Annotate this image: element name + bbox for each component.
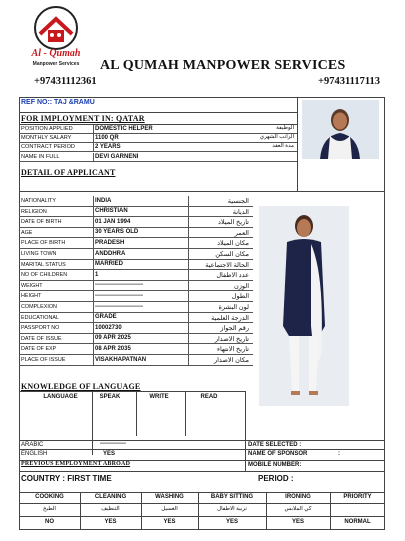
applicant-value: MARRIED [95,261,123,268]
applicant-label: LIVING TOWN [21,251,57,257]
divider [19,440,385,441]
applicant-arabic: تاريخ الميلاد [217,219,249,227]
applicant-photo-small [302,100,379,159]
divider [93,281,94,291]
lang-col-read: READ [200,394,218,400]
divider [297,97,298,191]
divider [188,228,189,238]
skill-arabic: الطبخ [43,506,56,512]
divider [198,492,199,530]
applicant-row [19,291,253,302]
skill-header: BABY SITTING [210,494,254,500]
divider [188,355,189,365]
applicant-value: INDIA [95,197,112,204]
lang-arabic-speak: ------------- [100,441,126,447]
applicant-portrait-image [302,100,379,159]
divider [93,238,94,248]
divider [330,492,331,530]
company-logo [22,4,90,74]
divider [19,191,385,192]
divider [188,281,189,291]
divider [93,249,94,259]
applicant-row [19,302,253,313]
divider [93,153,94,161]
divider [188,249,189,259]
applicant-row [19,323,253,334]
applicant-value: CHRISTIAN [95,208,128,215]
applicant-label: DATE OF ISSUE [21,335,62,342]
phone-left: +97431112361 [34,76,97,87]
divider [188,334,189,344]
lang-col-speak: SPEAK [99,394,121,400]
lang-arabic: ARABIC [21,442,44,448]
applicant-value: ------------------------ [95,292,143,299]
skill-value: YES [163,519,176,525]
applicant-label: NATIONALITY [21,198,56,204]
applicant-row [19,281,253,292]
applicant-arabic: العمر [234,229,249,237]
period-label: PERIOD : [258,474,294,483]
applicant-value: 1 [95,271,99,278]
applicant-label: RELIGION [21,208,47,215]
country-text: COUNTRY : FIRST TIME [21,474,112,483]
applicant-row [19,207,253,218]
skill-value: YES [104,519,117,525]
employment-arabic: الراتب الشهري [259,134,294,140]
applicant-row [19,270,253,281]
employment-value: DOMESTIC HELPER [95,126,153,132]
applicant-label: HEIGHT [21,293,42,300]
divider [93,355,94,365]
divider [19,471,385,472]
divider [93,217,94,227]
divider [93,260,94,270]
divider [188,313,189,323]
ref-number: REF NO:: TAJ &RAMU [21,99,95,106]
employment-label: NAME IN FULL [21,154,60,160]
skill-value: NORMAL [344,519,371,525]
divider [19,516,385,517]
employment-row [19,153,297,162]
employment-value: DEVI GARNENI [95,154,139,160]
skill-arabic: كي الملابس [284,506,312,512]
divider [93,228,94,238]
applicant-photo-full [259,206,349,406]
sponsor-colon: : [338,451,340,457]
logo-subtext: Manpower Services [32,61,80,67]
employment-arabic: مدة العقد [272,143,294,149]
applicant-label: WEIGHT [21,282,43,289]
divider [19,503,385,504]
applicant-arabic: لون البشرة [218,304,249,311]
applicant-full-image [259,206,349,406]
divider [93,323,94,333]
applicant-arabic: الطول [231,293,249,301]
applicant-label: AGE [21,229,33,236]
divider [188,196,189,206]
divider [141,492,142,530]
applicant-value: PRADESH [95,239,125,246]
divider [188,323,189,333]
applicant-arabic: الجنسية [227,198,249,205]
employment-row [19,143,297,152]
skill-header: CLEANING [94,494,127,500]
employment-arabic: الوظيفة [276,125,294,131]
skill-header: PRIORITY [343,494,372,500]
skill-value: YES [225,519,238,525]
sponsor-label: NAME OF SPONSOR [248,451,308,457]
divider [93,134,94,142]
logo-text: Al - Qumah [31,48,81,59]
employment-value: 1100 QR [95,135,119,141]
divider [93,207,94,217]
applicant-arabic: مكان السكن [215,251,249,258]
applicant-label: EDUCATIONAL [21,314,59,321]
applicant-arabic: الدرجة العلمية [211,314,249,322]
divider [93,313,94,323]
applicant-row [19,355,253,366]
employment-label: CONTRACT PERIOD [21,144,75,150]
applicant-arabic: رقم الجواز [220,325,249,333]
divider [92,391,93,455]
company-name: AL QUMAH MANPOWER SERVICES [100,58,346,73]
applicant-label: DATE OF BIRTH [21,219,62,226]
applicant-value: VISAKHAPATNAN [95,356,147,363]
divider [93,270,94,280]
employment-label: MONTHLY SALARY [21,135,72,141]
divider [80,492,81,530]
divider [188,217,189,227]
lang-english: ENGLISH [21,451,48,457]
employment-row [19,125,297,134]
applicant-row [19,249,253,260]
applicant-value: 01 JAN 1994 [95,218,131,225]
date-selected-label: DATE SELECTED : [248,442,302,448]
divider [188,344,189,354]
applicant-arabic: مكان الميلاد [217,240,249,248]
divider [188,207,189,217]
applicant-label: PLACE OF ISSUE [21,357,66,363]
applicant-row [19,217,253,228]
applicant-row [19,313,253,324]
applicant-arabic: تاريخ الاصدار [214,335,249,343]
divider [19,449,385,450]
applicant-row [19,238,253,249]
divider [188,291,189,301]
applicant-value: 30 YEARS OLD [95,229,139,236]
applicant-value: ANDDHRA [95,250,126,257]
skill-value: NO [45,519,54,525]
divider [93,125,94,133]
employment-heading: FOR IMPLOYMENT IN: QATAR [21,114,145,123]
applicant-label: DATE OF EXP [21,346,57,353]
divider [266,492,267,530]
divider [136,391,137,436]
applicant-arabic: الوزن [233,282,249,290]
applicant-value: 08 APR 2035 [95,345,131,352]
divider [188,238,189,248]
applicant-arabic: الحالة الاجتماعية [205,261,249,269]
applicant-row [19,196,253,207]
applicant-arabic: تاريخ الانتهاء [216,346,249,354]
divider [19,391,245,392]
applicant-row [19,344,253,355]
applicant-value: GRADE [95,314,117,321]
applicant-arabic: مكان الاصدار [213,357,249,364]
applicant-row [19,228,253,239]
divider [185,391,186,436]
applicant-label: PASSPORT NO [21,325,60,332]
divider [188,260,189,270]
lang-col-write: WRITE [149,394,169,400]
previous-heading: PREVIOUS EMPLOYMENT ABROAD [21,461,131,467]
divider [93,143,94,151]
divider [93,344,94,354]
divider [188,270,189,280]
applicant-arabic: الديانة [232,208,249,216]
lang-english-speak: YES [103,451,116,457]
language-heading: KNOWLEDGE OF LANGUAGE [21,382,141,391]
divider [93,196,94,206]
divider [93,291,94,301]
applicant-row [19,260,253,271]
phone-right: +97431117113 [318,76,380,87]
applicant-heading: DETAIL OF APPLICANT [21,168,116,177]
skill-header: COOKING [35,494,64,500]
divider [188,302,189,312]
applicant-label: PLACE OF BIRTH [21,240,66,247]
divider [93,334,94,344]
applicant-value: ------------------------ [95,282,143,289]
skill-header: IRONING [285,494,311,500]
applicant-arabic: عدد الاطفال [216,272,249,280]
employment-row [19,134,297,143]
employment-value: 2 YEARS [95,144,121,150]
skill-arabic: تربية الاطفال [217,506,247,512]
applicant-value: 09 APR 2025 [95,335,131,342]
applicant-value: 10002730 [95,324,122,331]
applicant-row [19,334,253,345]
divider [93,302,94,312]
applicant-label: MARITAL STATUS [21,261,66,268]
skill-arabic: التنظيف [101,506,120,512]
lang-col-language: LANGUAGE [43,394,78,400]
applicant-value: ------------------------ [95,303,143,310]
divider [245,391,246,471]
applicant-label: COMPLEXION [21,304,57,310]
skill-header: WASHING [155,494,184,500]
employment-label: POSITION APPLIED [21,126,73,132]
mobile-label: MOBILE NUMBER: [248,462,302,468]
skill-value: YES [291,519,304,525]
applicant-label: NO OF CHILDREN [21,272,68,279]
skill-arabic: الغسيل [161,506,178,512]
divider [19,112,297,113]
